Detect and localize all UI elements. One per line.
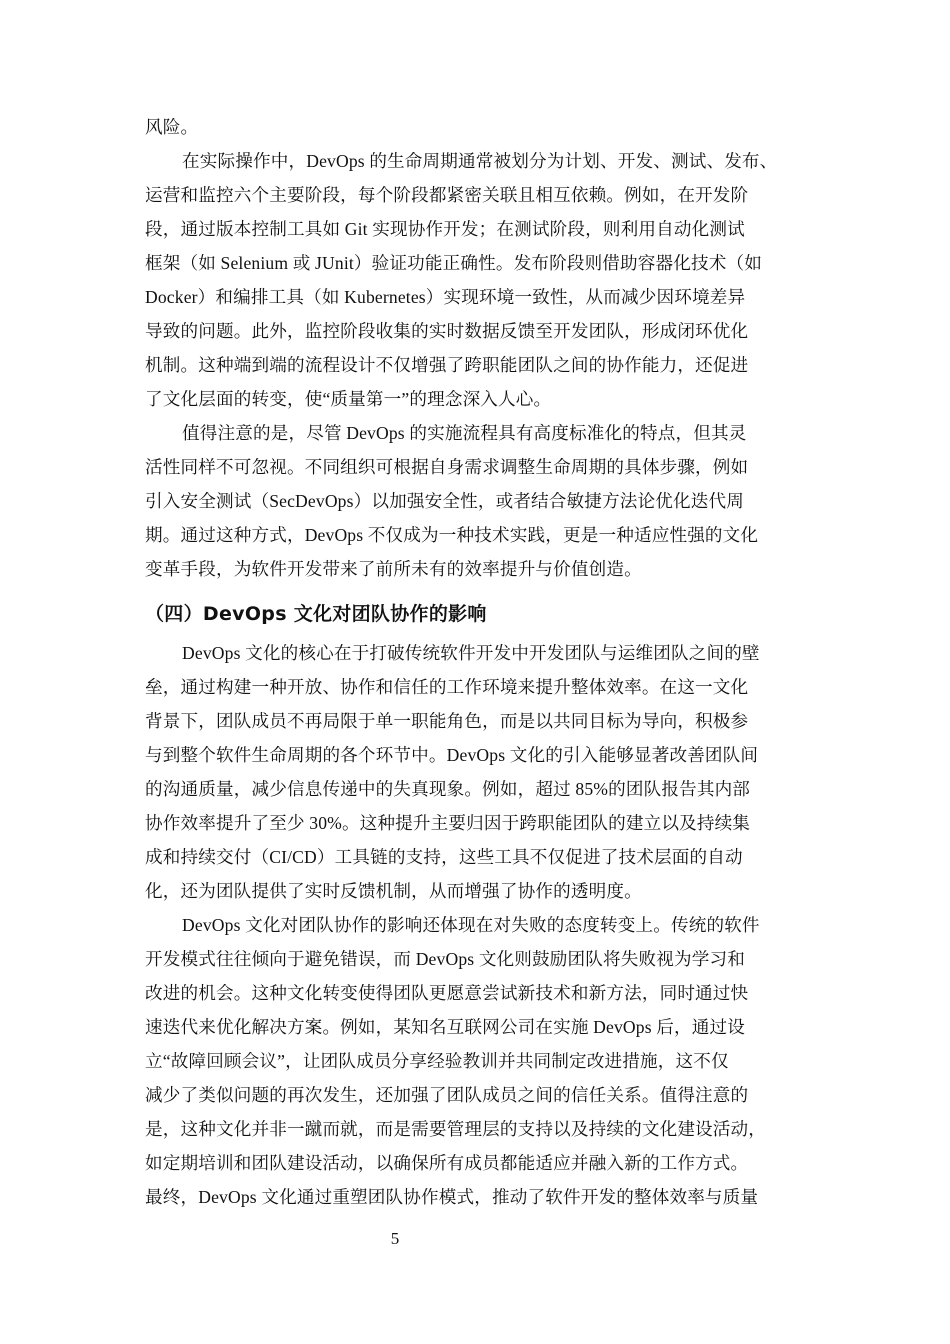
paragraph-line: 协作效率提升了至少 30%。这种提升主要归因于跨职能团队的建立以及持续集 [145,813,751,833]
paragraph-line: 减少了类似问题的再次发生，还加强了团队成员之间的信任关系。值得注意的 [145,1085,749,1105]
paragraph-line: 如定期培训和团队建设活动，以确保所有成员都能适应并融入新的工作方式。 [145,1153,749,1173]
paragraph-line: 导致的问题。此外，监控阶段收集的实时数据反馈至开发团队，形成闭环优化 [145,321,749,341]
paragraph-line: 风险。 [145,117,199,137]
paragraph-line: 变革手段，为软件开发带来了前所未有的效率提升与价值创造。 [145,559,642,579]
page-number: 5 [390,1229,400,1248]
paragraph-line: 引入安全测试（SecDevOps）以加强安全性，或者结合敏捷方法论优化迭代周 [145,491,744,511]
paragraph-line: 期。通过这种方式，DevOps 不仅成为一种技术实践，更是一种适应性强的文化 [145,525,759,545]
paragraph-line: 框架（如 Selenium 或 JUnit）验证功能正确性。发布阶段则借助容器化技术（如 [145,253,763,273]
paragraph-line: 活性同样不可忽视。不同组织可根据自身需求调整生命周期的具体步骤，例如 [145,457,749,477]
paragraph-line: 值得注意的是，尽管 DevOps 的实施流程具有高度标准化的特点，但其灵 [182,423,747,443]
paragraph-line: 立“故障回顾会议”，让团队成员分享经验教训并共同制定改进措施，这不仅 [145,1051,729,1071]
paragraph-line: 机制。这种端到端的流程设计不仅增强了跨职能团队之间的协作能力，还促进 [145,355,749,375]
paragraph-line: 垒，通过构建一种开放、协作和信任的工作环境来提升整体效率。在这一文化 [145,677,749,697]
paragraph-line: Docker）和编排工具（如 Kubernetes）实现环境一致性，从而减少因环境差异 [145,287,746,307]
paragraph-line: 在实际操作中，DevOps 的生命周期通常被划分为计划、开发、测试、发布、 [182,151,778,171]
paragraph-line: 成和持续交付（CI/CD）工具链的支持，这些工具不仅促进了技术层面的自动 [145,847,743,867]
paragraph-line: 速迭代来优化解决方案。例如，某知名互联网公司在实施 DevOps 后，通过设 [145,1017,745,1037]
paragraph-line: 是，这种文化并非一蹴而就，而是需要管理层的支持以及持续的文化建设活动， [145,1119,767,1139]
paragraph-line: 背景下，团队成员不再局限于单一职能角色，而是以共同目标为导向，积极参 [145,711,749,731]
paragraph-line: DevOps 文化的核心在于打破传统软件开发中开发团队与运维团队之间的壁 [182,643,760,663]
paragraph-line: 段，通过版本控制工具如 Git 实现协作开发；在测试阶段，则利用自动化测试 [145,219,745,239]
paragraph-line: 开发模式往往倾向于避免错误，而 DevOps 文化则鼓励团队将失败视为学习和 [145,949,745,969]
paragraph-line: 最终，DevOps 文化通过重塑团队协作模式，推动了软件开发的整体效率与质量 [145,1187,759,1207]
paragraph-line: 改进的机会。这种文化转变使得团队更愿意尝试新技术和新方法，同时通过快 [145,983,749,1003]
paragraph-line: 运营和监控六个主要阶段，每个阶段都紧密关联且相互依赖。例如，在开发阶 [145,185,749,205]
paragraph-line: 的沟通质量，减少信息传递中的失真现象。例如，超过 85%的团队报告其内部 [145,779,751,799]
paragraph-line: 与到整个软件生命周期的各个环节中。DevOps 文化的引入能够显著改善团队间 [145,745,759,765]
paragraph-line: DevOps 文化对团队协作的影响还体现在对失败的态度转变上。传统的软件 [182,915,760,935]
paragraph-line: 化，还为团队提供了实时反馈机制，从而增强了协作的透明度。 [145,881,642,901]
section-heading: （四）DevOps 文化对团队协作的影响 [145,603,487,625]
paragraph-line: 了文化层面的转变，使“质量第一”的理念深入人心。 [145,389,552,409]
